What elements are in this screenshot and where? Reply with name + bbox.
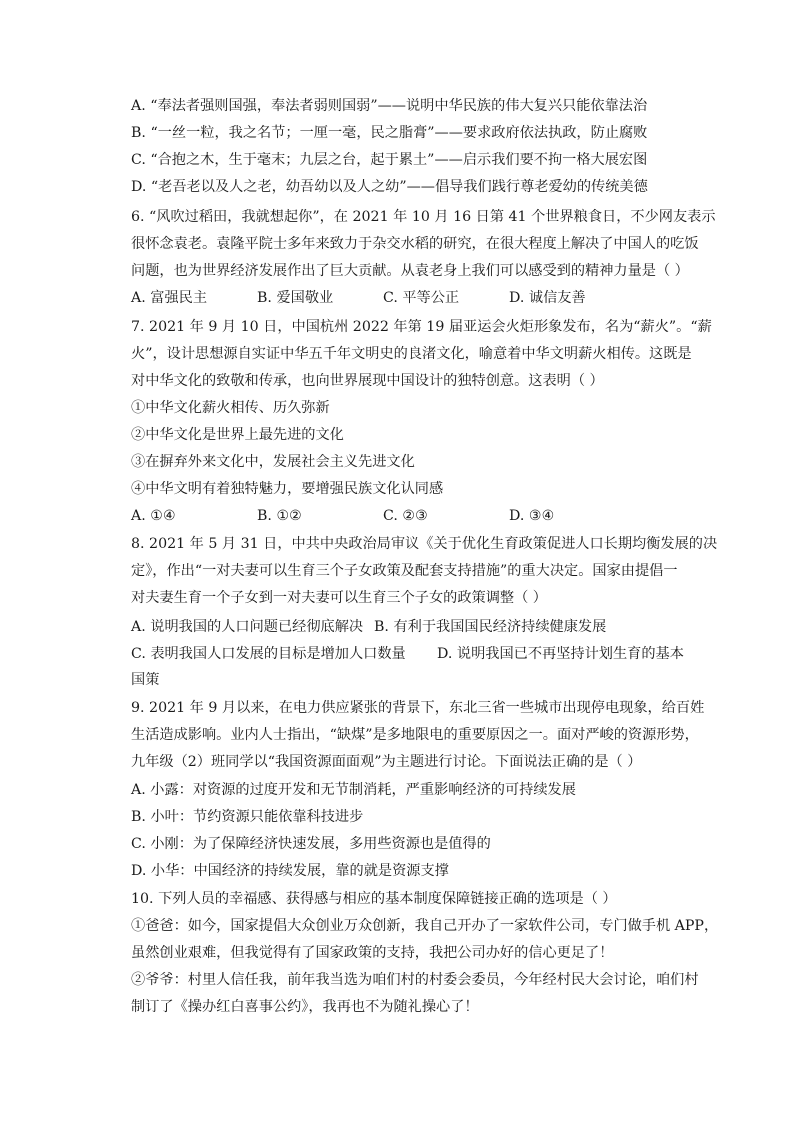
q7-item-4: ④中华文明有着独特魅力，要增强民族文化认同感 (131, 481, 444, 497)
q8-options-row-2 (131, 644, 691, 664)
q7-item-1: ①中华文化薪火相传、历久弥新 (131, 400, 330, 416)
q7-option-b: B. ①② (257, 508, 302, 524)
q5-option-d: D. “老吾老以及人之老，幼吾幼以及人之幼”——倡导我们践行尊老爱幼的传统美德 (131, 179, 648, 195)
q5-option-b: B. “一丝一粒，我之名节；一厘一毫，民之脂膏”——要求政府依法执政，防止腐败 (131, 125, 648, 141)
q8-option-c: C. 表明我国人口发展的目标是增加人口数量 (131, 646, 406, 662)
q10-item-2-line-1: ②爷爷：村里人信任我，前年我当选为咱们村的村委会委员，今年经村民大会讨论，咱们村 (131, 972, 699, 988)
q7-options-row (131, 506, 671, 526)
q8-stem-line-2: 定》，作出“一对夫妻可以生育三个子女政策及配套支持措施”的重大决定。国家由提倡一 (131, 563, 678, 579)
q9-option-b: B. 小叶：节约资源只能依靠科技进步 (131, 809, 364, 825)
q5-option-c: C. “合抱之木，生于毫末；九层之台，起于累土”——启示我们要不拘一格大展宏图 (131, 152, 648, 168)
q9-stem-line-3: 九年级（2）班同学以“我国资源面面观”为主题进行讨论。下面说法正确的是（ ） (131, 754, 642, 770)
q9-option-d: D. 小华：中国经济的持续发展，靠的就是资源支撑 (131, 863, 449, 879)
q6-option-c: C. 平等公正 (383, 290, 460, 306)
q8-option-d: D. 说明我国已不再坚持计划生育的基本 (437, 646, 684, 662)
q7-stem-line-1: 7. 2021 年 9 月 10 日，中国杭州 2022 年第 19 届亚运会火炬形象发布，名为“薪火”。“薪 (131, 319, 712, 335)
q9-stem-line-2: 生活造成影响。业内人士指出，“缺煤”是多地限电的重要原因之一。面对严峻的资源形势， (131, 727, 699, 743)
q6-option-a: A. 富强民主 (131, 290, 208, 306)
q6-stem-line-2: 很怀念袁老。袁隆平院士多年来致力于杂交水稻的研究，在很大程度上解决了中国人的吃饭 (131, 236, 699, 252)
q8-option-d-continuation: 国策 (131, 672, 160, 688)
q7-option-a: A. ①④ (131, 508, 176, 524)
q7-stem-line-2: 火”，设计思想源自实证中华五千年文明史的良渚文化，喻意着中华文明薪火相传。这既是 (131, 346, 692, 362)
q7-item-3: ③在摒弃外来文化中，发展社会主义先进文化 (131, 454, 415, 470)
q8-stem-line-1: 8. 2021 年 5 月 31 日，中共中央政治局审议《关于优化生育政策促进人口长期均衡发展的决 (131, 536, 718, 552)
q10-item-1-line-1: ①爸爸：如今，国家提倡大众创业万众创新，我自己开办了一家软件公司，专门做手机 APP， (131, 918, 719, 934)
q10-item-2-line-2: 制订了《操办红白喜事公约》，我再也不为随礼操心了！ (131, 999, 479, 1015)
q7-option-c: C. ②③ (383, 508, 428, 524)
q6-option-d: D. 诚信友善 (509, 290, 586, 306)
q9-stem-line-1: 9. 2021 年 9 月以来，在电力供应紧张的背景下，东北三省一些城市出现停电现象，给百姓 (131, 700, 705, 716)
q6-options-row (131, 288, 671, 308)
q8-options-row-1 (131, 617, 691, 637)
q8-option-a: A. 说明我国的人口问题已经彻底解决 (131, 619, 364, 635)
q9-option-c: C. 小刚：为了保障经济快速发展，多用些资源也是值得的 (131, 836, 491, 852)
q7-item-2: ②中华文化是世界上最先进的文化 (131, 427, 344, 443)
q6-option-b: B. 爱国敬业 (257, 290, 334, 306)
q9-option-a: A. 小露：对资源的过度开发和无节制消耗，严重影响经济的可持续发展 (131, 782, 576, 798)
q8-stem-line-3: 对夫妻生育一个子女到一对夫妻可以生育三个子女的政策调整（ ） (131, 590, 547, 606)
q10-item-1-line-2: 虽然创业艰难，但我觉得有了国家政策的支持，我把公司办好的信心更足了！ (131, 945, 614, 961)
q7-stem-line-3: 对中华文化的致敬和传承，也向世界展现中国设计的独特创意。这表明（ ） (131, 373, 604, 389)
q10-stem: 10. 下列人员的幸福感、获得感与相应的基本制度保障链接正确的选项是（ ） (131, 891, 617, 907)
q6-stem-line-1: 6. “风吹过稻田，我就想起你”，在 2021 年 10 月 16 日第 41 个世界粮食日，不少网友表示 (131, 209, 716, 225)
q5-option-a: A. “奉法者强则国强，奉法者弱则国弱”——说明中华民族的伟大复兴只能依靠法治 (131, 98, 648, 114)
q7-option-d: D. ③④ (509, 508, 555, 524)
q8-option-b: B. 有利于我国国民经济持续健康发展 (374, 619, 607, 635)
q6-stem-line-3: 问题，也为世界经济发展作出了巨大贡献。从袁老身上我们可以感受到的精神力量是（ ） (131, 263, 689, 279)
